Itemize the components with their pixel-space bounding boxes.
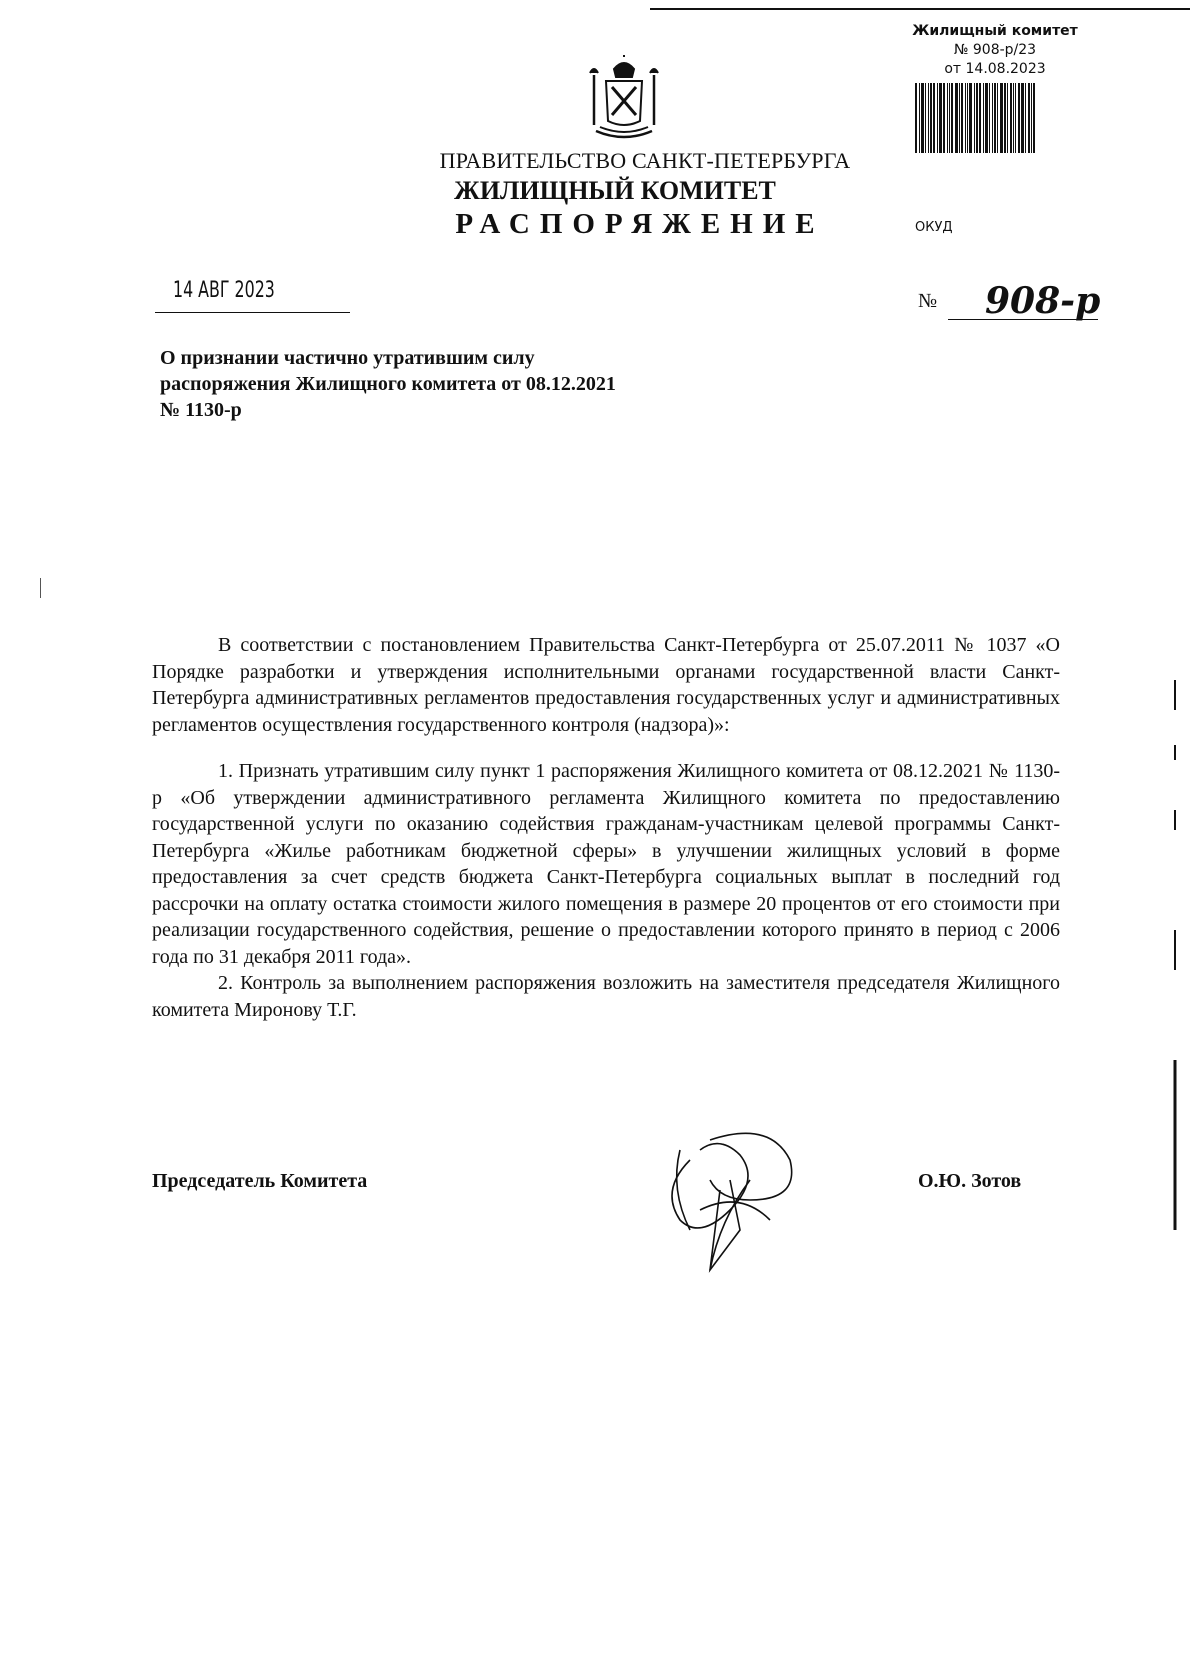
- barcode-bar: [939, 83, 942, 153]
- registration-stamp: [900, 22, 1090, 153]
- barcode-bar: [928, 83, 929, 153]
- barcode-bar: [1000, 83, 1003, 153]
- barcode-bar: [959, 83, 960, 153]
- barcode-bar: [1004, 83, 1006, 153]
- scan-margin-mark: [40, 578, 41, 598]
- scan-edge-marks: [1170, 630, 1180, 1290]
- barcode-bar: [955, 83, 958, 153]
- barcode-bar: [930, 83, 932, 153]
- barcode-bar: [1028, 83, 1030, 153]
- barcode-bar: [951, 83, 953, 153]
- stamp-date: от 14.08.2023: [944, 61, 1046, 77]
- barcode-bar: [961, 83, 963, 153]
- barcode-bar: [994, 83, 996, 153]
- barcode-bar: [947, 83, 948, 153]
- government-heading: ПРАВИТЕЛЬСТВО САНКТ-ПЕТЕРБУРГА: [439, 148, 851, 173]
- barcode-bar: [1015, 83, 1016, 153]
- number-label: №: [918, 290, 938, 312]
- barcode-bar: [925, 83, 926, 153]
- barcode-bar: [997, 83, 998, 153]
- barcode-bar: [965, 83, 966, 153]
- clause-1-paragraph: 1. Признать утратившим силу пункт 1 распоряжения Жилищного комитета от 08.12.2021 № 1130-р «Об утверждении административного регламента Жилищного комитета по предоставлению государственной услуги по оказанию содействия гражданам-участникам целевой программы Санкт-Петербурга «Жилье работникам бюджетной сферы» в улучшении жилищных условий в форме предоставления за счет средств бюджета Санкт-Петербурга социальных выплат в последний год рассрочки на оплату остатка стоимости жилого помещения в размере 20 процентов от его стоимости при реализации государственного содействия, решение о предоставлении которого принято в период с 2006 года по 31 декабря 2011 года».: [152, 760, 1060, 968]
- barcode-icon: [915, 83, 1075, 153]
- stamp-number: № 908-р/23: [953, 42, 1037, 58]
- signatory-title: Председатель Комитета: [152, 1170, 368, 1192]
- barcode-bar: [969, 83, 972, 153]
- barcode-bar: [1007, 83, 1008, 153]
- committee-heading: ЖИЛИЩНЫЙ КОМИТЕТ: [454, 176, 776, 205]
- barcode-bar: [992, 83, 993, 153]
- barcode-bar: [1031, 83, 1032, 153]
- signatory-name: О.Ю. Зотов: [918, 1170, 1022, 1192]
- document-number-handwritten: 908-р: [985, 280, 1101, 322]
- barcode-bar: [915, 83, 917, 153]
- handwritten-signature-icon: [650, 1120, 810, 1280]
- barcode-bar: [1013, 83, 1014, 153]
- preamble-paragraph: В соответствии с постановлением Правительства Санкт-Петербурга от 25.07.2011 № 1037 «О Порядке разработки и утверждения исполнительными органами государственной власти Санкт-Петербурга административных регламентов предоставления государственных услуг и административных регламентов осуществления государственного контроля (надзора)»:: [152, 634, 1060, 736]
- document-type-heading: РАСПОРЯЖЕНИЕ: [455, 208, 825, 240]
- top-border-line: [650, 8, 1190, 10]
- document-date: 14 АВГ 2023: [173, 278, 275, 303]
- okud-label: ОКУД: [915, 220, 953, 235]
- barcode-bar: [974, 83, 975, 153]
- barcode-bar: [943, 83, 945, 153]
- barcode-bar: [983, 83, 984, 153]
- barcode-bar: [1010, 83, 1012, 153]
- barcode-bar: [1025, 83, 1026, 153]
- barcode-bar: [985, 83, 988, 153]
- saint-petersburg-coat-of-arms-icon: [586, 55, 662, 145]
- barcode-bar: [937, 83, 938, 153]
- barcode-bar: [949, 83, 950, 153]
- barcode-bar: [919, 83, 920, 153]
- barcode-bar: [1018, 83, 1020, 153]
- barcode-bar: [1021, 83, 1024, 153]
- document-subject: О признании частично утратившим силу распоряжения Жилищного комитета от 08.12.2021 № 1130-р: [160, 347, 616, 421]
- barcode-bar: [921, 83, 924, 153]
- document-date-field: [155, 278, 350, 313]
- barcode-bar: [933, 83, 935, 153]
- stamp-organization: Жилищный комитет: [912, 23, 1078, 39]
- barcode-bar: [989, 83, 990, 153]
- barcode-bar: [967, 83, 968, 153]
- number-underline: [948, 318, 1098, 320]
- barcode-bar: [979, 83, 981, 153]
- barcode-bar: [1033, 83, 1035, 153]
- document-body: [152, 632, 1060, 1043]
- barcode-bar: [976, 83, 978, 153]
- clause-2-paragraph: 2. Контроль за выполнением распоряжения возложить на заместителя председателя Жилищного комитета Миронову Т.Г.: [152, 972, 1060, 1021]
